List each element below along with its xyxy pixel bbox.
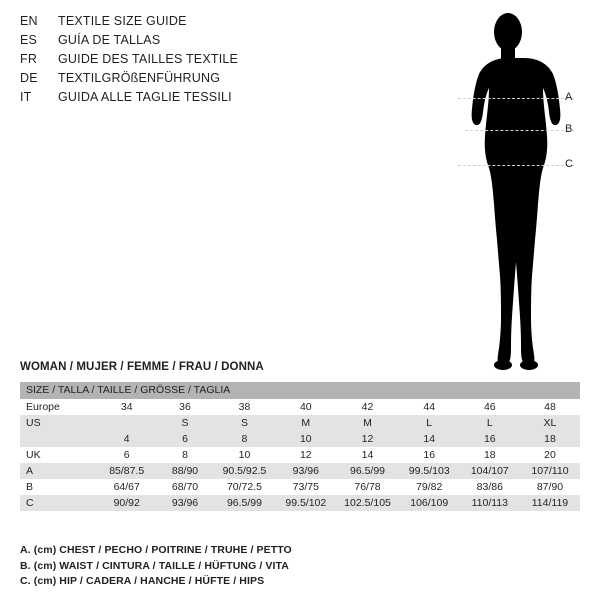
legend-item-c: C. (cm) HIP / CADERA / HANCHE / HÜFTE / HIPS [20,575,265,587]
table-cell: 64/67 [97,479,156,495]
language-code: FR [20,52,38,66]
table-cell: 96.5/99 [336,463,398,479]
table-cell: 18 [520,431,580,447]
table-cell: 85/87.5 [97,463,156,479]
table-cell: 90/92 [97,495,156,511]
marker-line-a [458,98,574,99]
marker-line-b [465,130,574,131]
table-cell: S [214,415,276,431]
table-cell: 70/72.5 [214,479,276,495]
table-header-row [20,382,580,399]
table-cell: 12 [336,431,398,447]
row-label: Europe [20,399,97,415]
table-cell: 99.5/103 [399,463,460,479]
table-cell: 6 [97,447,156,463]
language-code: DE [20,71,38,85]
language-row [20,33,440,52]
table-row [20,447,580,463]
table-cell: 96.5/99 [214,495,276,511]
table-row [20,415,580,431]
marker-label-a: A [565,91,573,103]
table-cell: 79/82 [399,479,460,495]
table-cell: 16 [399,447,460,463]
marker-label-b: B [565,123,573,135]
table-cell: 8 [214,431,276,447]
table-cell: 104/107 [460,463,520,479]
table-cell: 102.5/105 [336,495,398,511]
legend-item-b: B. (cm) WAIST / CINTURA / TAILLE / HÜFTUNG / VITA [20,559,289,572]
table-cell: 48 [520,399,580,415]
table-cell: 8 [156,447,213,463]
table-cell: 76/78 [336,479,398,495]
table-cell: 93/96 [156,495,213,511]
table-cell: 14 [336,447,398,463]
table-cell: 34 [97,399,156,415]
table-cell: 68/70 [156,479,213,495]
table-cell: 93/96 [275,463,336,479]
language-title: GUIDE DES TAILLES TEXTILE [58,52,239,66]
language-code: EN [20,14,38,28]
section-heading: WOMAN / MUJER / FEMME / FRAU / DONNA [20,361,264,373]
table-cell: 44 [399,399,460,415]
language-title: TEXTILE SIZE GUIDE [58,14,187,28]
table-cell: 18 [460,447,520,463]
measurement-legend [20,543,580,590]
table-cell: 20 [520,447,580,463]
table-cell: 114/119 [520,495,580,511]
table-cell: 46 [460,399,520,415]
row-label: UK [20,447,97,463]
language-title: GUÍA DE TALLAS [58,33,161,47]
table-cell: 12 [275,447,336,463]
table-cell: XL [520,415,580,431]
table-cell: L [399,415,460,431]
legend-item-a: A. (cm) CHEST / PECHO / POITRINE / TRUHE / PETTO [20,544,292,556]
table-cell: 106/109 [399,495,460,511]
table-cell: 99.5/102 [275,495,336,511]
table-cell: 110/113 [460,495,520,511]
table-cell: M [275,415,336,431]
language-row [20,14,440,33]
marker-line-c [458,165,574,166]
table-cell: L [460,415,520,431]
table-cell: 38 [214,399,276,415]
table-cell: 40 [275,399,336,415]
table-cell: 10 [214,447,276,463]
table-cell: 10 [275,431,336,447]
table-cell: 36 [156,399,213,415]
language-code: ES [20,33,38,47]
table-cell [97,415,156,431]
language-code: IT [20,90,32,104]
language-row [20,71,440,90]
table-cell: 83/86 [460,479,520,495]
table-row [20,431,580,447]
table-header-label: SIZE / TALLA / TAILLE / GRÖSSE / TAGLIA [20,382,580,399]
table-cell: 14 [399,431,460,447]
table-cell: M [336,415,398,431]
table-cell: 42 [336,399,398,415]
row-label: A [20,463,97,479]
language-row [20,52,440,71]
figure-area [430,8,590,370]
table-row [20,495,580,511]
table-cell: S [156,415,213,431]
table-cell: 16 [460,431,520,447]
language-title-block [20,14,440,109]
table-row [20,479,580,495]
table-cell: 88/90 [156,463,213,479]
row-label: US [20,415,97,431]
row-label: B [20,479,97,495]
row-label [20,431,97,447]
table-cell: 107/110 [520,463,580,479]
size-table [20,382,580,511]
marker-label-c: C [565,158,573,170]
table-cell: 87/90 [520,479,580,495]
row-label: C [20,495,97,511]
language-title: GUIDA ALLE TAGLIE TESSILI [58,90,232,104]
language-row [20,90,440,109]
female-body-silhouette-icon [430,8,590,370]
table-row [20,463,580,479]
language-title: TEXTILGRÖßENFÜHRUNG [58,71,221,85]
table-cell: 4 [97,431,156,447]
table-cell: 90.5/92.5 [214,463,276,479]
table-cell: 73/75 [275,479,336,495]
table-row [20,399,580,415]
table-cell: 6 [156,431,213,447]
